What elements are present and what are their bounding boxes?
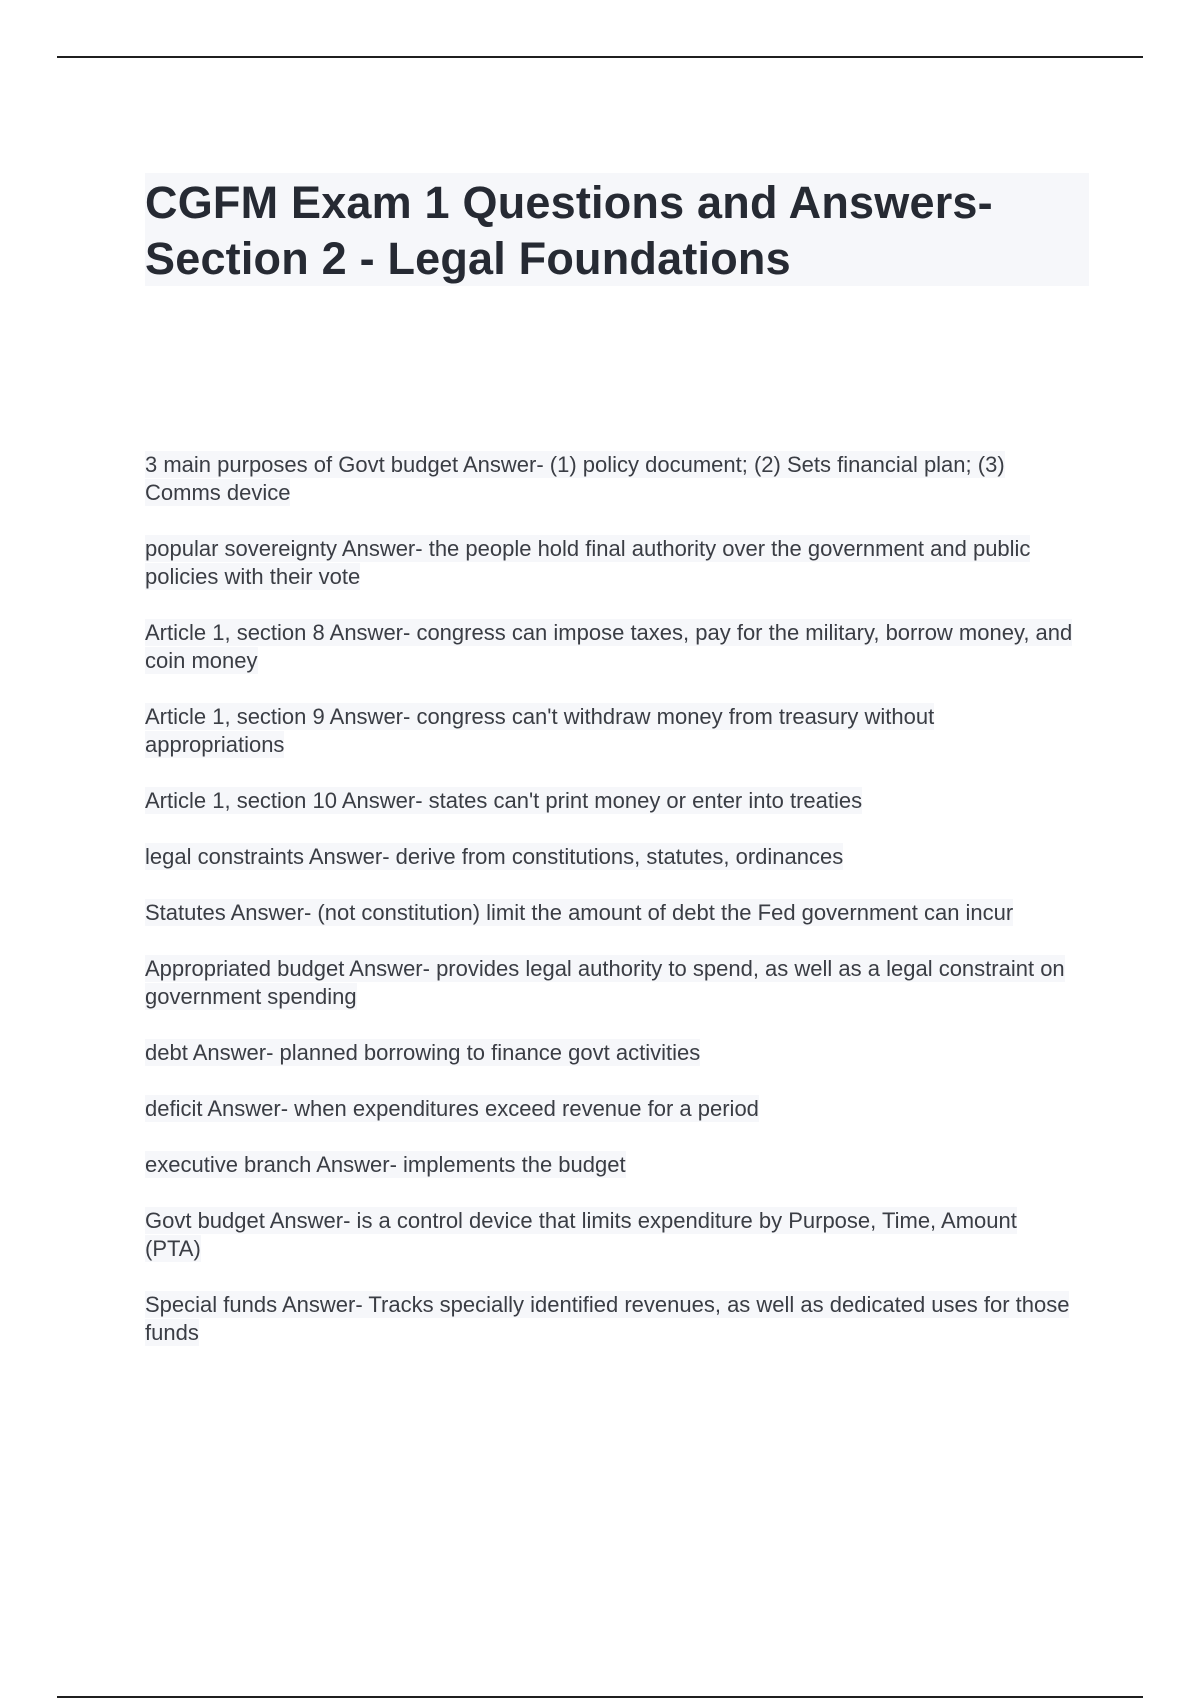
qa-text: legal constraints Answer- derive from constitutions, statutes, ordinances xyxy=(145,844,844,869)
list-item xyxy=(145,1039,1075,1067)
qa-text: Govt budget Answer- is a control device that limits expenditure by Purpose, Time, Amount (PTA) xyxy=(145,1208,1017,1261)
qa-text: Article 1, section 10 Answer- states can't print money or enter into treaties xyxy=(145,788,863,813)
page-title xyxy=(145,173,1089,287)
qa-text: Article 1, section 9 Answer- congress can't withdraw money from treasury without appropriations xyxy=(145,704,935,757)
bottom-rule xyxy=(57,1696,1143,1698)
list-item xyxy=(145,1291,1075,1347)
qa-text: debt Answer- planned borrowing to finance govt activities xyxy=(145,1040,701,1065)
list-item xyxy=(145,899,1075,927)
list-item xyxy=(145,955,1075,1011)
title-block xyxy=(145,173,1089,286)
list-item xyxy=(145,787,1075,815)
qa-list xyxy=(145,451,1075,1375)
top-rule xyxy=(57,56,1143,58)
title-line-2: Section 2 - Legal Foundations xyxy=(145,233,791,284)
title-line-1: CGFM Exam 1 Questions and Answers- xyxy=(145,177,993,228)
qa-text: Appropriated budget Answer- provides legal authority to spend, as well as a legal constraint on government spending xyxy=(145,956,1065,1009)
list-item xyxy=(145,619,1075,675)
qa-text: popular sovereignty Answer- the people hold final authority over the government and public policies with their vote xyxy=(145,536,1031,589)
qa-text: 3 main purposes of Govt budget Answer- (1) policy document; (2) Sets financial plan; (3) Comms device xyxy=(145,452,1005,505)
list-item xyxy=(145,1151,1075,1179)
qa-text: executive branch Answer- implements the budget xyxy=(145,1152,626,1177)
list-item xyxy=(145,451,1075,507)
qa-text: Statutes Answer- (not constitution) limit the amount of debt the Fed government can incur xyxy=(145,900,1014,925)
qa-text: deficit Answer- when expenditures exceed revenue for a period xyxy=(145,1096,759,1121)
qa-text: Article 1, section 8 Answer- congress can impose taxes, pay for the military, borrow money, and coin money xyxy=(145,620,1073,673)
qa-text: Special funds Answer- Tracks specially identified revenues, as well as dedicated uses for those funds xyxy=(145,1292,1070,1345)
list-item xyxy=(145,703,1075,759)
list-item xyxy=(145,1095,1075,1123)
list-item xyxy=(145,1207,1075,1263)
list-item xyxy=(145,535,1075,591)
list-item xyxy=(145,843,1075,871)
